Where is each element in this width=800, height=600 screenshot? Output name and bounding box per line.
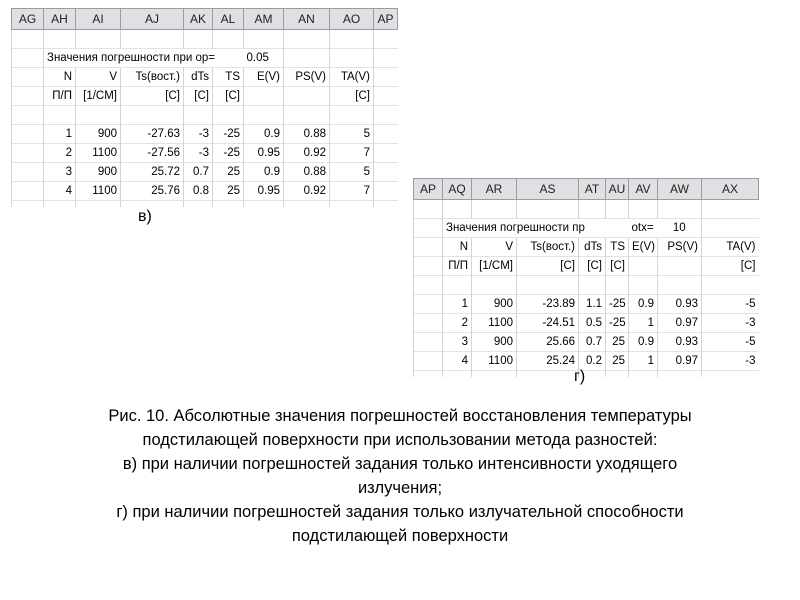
- cell[interactable]: 25: [606, 333, 629, 352]
- cell[interactable]: -27.56: [121, 144, 184, 163]
- column-header[interactable]: AS: [517, 179, 579, 200]
- cell[interactable]: 0.7: [579, 333, 606, 352]
- column-header[interactable]: AT: [579, 179, 606, 200]
- column-header[interactable]: AQ: [443, 179, 472, 200]
- cell[interactable]: 0.88: [284, 125, 330, 144]
- cell[interactable]: П/П: [44, 87, 76, 106]
- cell[interactable]: 900: [76, 163, 121, 182]
- cell[interactable]: 0.92: [284, 182, 330, 201]
- column-header[interactable]: AJ: [121, 9, 184, 30]
- cell[interactable]: 5: [330, 163, 374, 182]
- column-header[interactable]: AK: [184, 9, 213, 30]
- cell[interactable]: V: [472, 238, 517, 257]
- cell[interactable]: 3: [44, 163, 76, 182]
- cell[interactable]: [C]: [121, 87, 184, 106]
- cell[interactable]: 0.95: [244, 144, 284, 163]
- cell[interactable]: 0.9: [629, 333, 658, 352]
- table-row: [414, 219, 759, 238]
- table-row: [12, 30, 398, 49]
- table-row: [414, 295, 759, 314]
- table-row: [414, 276, 759, 295]
- cell[interactable]: -25: [213, 144, 244, 163]
- table-row: [12, 182, 398, 201]
- cell[interactable]: 25.76: [121, 182, 184, 201]
- column-header[interactable]: AO: [330, 9, 374, 30]
- column-header[interactable]: AR: [472, 179, 517, 200]
- cell[interactable]: N: [44, 68, 76, 87]
- column-header[interactable]: AP: [374, 9, 398, 30]
- cell[interactable]: -25: [606, 295, 629, 314]
- cell[interactable]: -25: [606, 314, 629, 333]
- cell[interactable]: 900: [472, 295, 517, 314]
- cell[interactable]: 900: [76, 125, 121, 144]
- caption-line: излучения;: [357, 479, 443, 497]
- cell[interactable]: 0.88: [284, 163, 330, 182]
- column-header[interactable]: AW: [658, 179, 702, 200]
- table-row: [12, 49, 398, 68]
- cell[interactable]: 0.93: [658, 295, 702, 314]
- cell[interactable]: [C]: [606, 257, 629, 276]
- column-header[interactable]: AH: [44, 9, 76, 30]
- table-row: [12, 106, 398, 125]
- cell[interactable]: [C]: [702, 257, 759, 276]
- cell[interactable]: 0.5: [579, 314, 606, 333]
- caption-line: подстилающей поверхности при использовании метода разностей:: [142, 431, 658, 449]
- cell[interactable]: -23.89: [517, 295, 579, 314]
- cell[interactable]: [C]: [330, 87, 374, 106]
- cell[interactable]: 25: [213, 182, 244, 201]
- table-row: [414, 333, 759, 352]
- cell[interactable]: 1100: [76, 144, 121, 163]
- cell[interactable]: PS(V): [284, 68, 330, 87]
- cell[interactable]: Ts(вост.): [517, 238, 579, 257]
- cell[interactable]: [1/CM]: [472, 257, 517, 276]
- table-row: [414, 352, 759, 371]
- cell[interactable]: 1100: [76, 182, 121, 201]
- cell[interactable]: 1100: [472, 352, 517, 371]
- param-label-cell[interactable]: otx=: [629, 219, 658, 238]
- column-header[interactable]: AM: [244, 9, 284, 30]
- table-row: [414, 257, 759, 276]
- column-header[interactable]: AV: [629, 179, 658, 200]
- caption-line: г) при наличии погрешностей задания только излучательной способности: [116, 503, 684, 521]
- cell[interactable]: 1.1: [579, 295, 606, 314]
- column-header[interactable]: AG: [12, 9, 44, 30]
- table-row: [12, 87, 398, 106]
- cell[interactable]: TA(V): [702, 238, 759, 257]
- cell[interactable]: 0.7: [184, 163, 213, 182]
- title-cell[interactable]: Значения погрешности при ор=: [44, 49, 244, 68]
- cell[interactable]: 4: [44, 182, 76, 201]
- cell[interactable]: [244, 87, 284, 106]
- cell[interactable]: 900: [472, 333, 517, 352]
- figure-caption: [20, 404, 780, 548]
- label-v: в): [138, 208, 152, 225]
- cell[interactable]: [658, 257, 702, 276]
- column-header[interactable]: AL: [213, 9, 244, 30]
- cell[interactable]: 2: [443, 314, 472, 333]
- table-row: [12, 68, 398, 87]
- cell[interactable]: 25.24: [517, 352, 579, 371]
- cell[interactable]: V: [76, 68, 121, 87]
- cell[interactable]: -24.51: [517, 314, 579, 333]
- cell[interactable]: 0.93: [658, 333, 702, 352]
- cell[interactable]: 0.92: [284, 144, 330, 163]
- column-header[interactable]: AP: [414, 179, 443, 200]
- param-value-cell[interactable]: 10: [658, 219, 702, 238]
- caption-line: Рис. 10. Абсолютные значения погрешностей восстановления температуры: [108, 407, 692, 425]
- table-row: [12, 144, 398, 163]
- cell[interactable]: 25.72: [121, 163, 184, 182]
- cell[interactable]: 1: [443, 295, 472, 314]
- cell[interactable]: PS(V): [658, 238, 702, 257]
- cell[interactable]: -5: [702, 295, 759, 314]
- spreadsheet-g: [413, 178, 759, 377]
- cell[interactable]: 1: [629, 352, 658, 371]
- label-g: г): [574, 368, 586, 385]
- column-header[interactable]: AX: [702, 179, 759, 200]
- column-header-row: [414, 179, 759, 200]
- param-value-cell[interactable]: 0.05: [244, 49, 284, 68]
- caption-line: подстилающей поверхности: [291, 527, 509, 545]
- cell[interactable]: -3: [702, 352, 759, 371]
- cell[interactable]: [C]: [184, 87, 213, 106]
- cell[interactable]: 0.97: [658, 352, 702, 371]
- cell[interactable]: 0.9: [629, 295, 658, 314]
- table-row: [414, 238, 759, 257]
- cell[interactable]: 0.9: [244, 125, 284, 144]
- table-row: [12, 125, 398, 144]
- cell[interactable]: [284, 87, 330, 106]
- cell[interactable]: [1/CM]: [76, 87, 121, 106]
- cell[interactable]: 0.95: [244, 182, 284, 201]
- cell[interactable]: [629, 257, 658, 276]
- cell[interactable]: TA(V): [330, 68, 374, 87]
- cell[interactable]: 7: [330, 144, 374, 163]
- cell[interactable]: 5: [330, 125, 374, 144]
- column-header[interactable]: AI: [76, 9, 121, 30]
- cell[interactable]: 1: [44, 125, 76, 144]
- cell[interactable]: -3: [702, 314, 759, 333]
- cell[interactable]: 3: [443, 333, 472, 352]
- cell[interactable]: 0.97: [658, 314, 702, 333]
- cell[interactable]: N: [443, 238, 472, 257]
- table-row: [12, 163, 398, 182]
- cell[interactable]: TS: [606, 238, 629, 257]
- cell[interactable]: 2: [44, 144, 76, 163]
- cell[interactable]: П/П: [443, 257, 472, 276]
- table-row: [414, 314, 759, 333]
- cell[interactable]: 25.66: [517, 333, 579, 352]
- cell[interactable]: 1100: [472, 314, 517, 333]
- cell[interactable]: 4: [443, 352, 472, 371]
- cell[interactable]: 0.2: [579, 352, 606, 371]
- cell[interactable]: Ts(вост.): [121, 68, 184, 87]
- cell[interactable]: TS: [213, 68, 244, 87]
- spreadsheet-v: [11, 8, 398, 207]
- cell[interactable]: -27.63: [121, 125, 184, 144]
- column-header[interactable]: AU: [606, 179, 629, 200]
- cell[interactable]: E(V): [629, 238, 658, 257]
- table-row: [414, 200, 759, 219]
- table-row: [12, 201, 398, 208]
- cell[interactable]: -5: [702, 333, 759, 352]
- cell[interactable]: 25: [213, 163, 244, 182]
- cell[interactable]: [C]: [517, 257, 579, 276]
- cell[interactable]: 0.8: [184, 182, 213, 201]
- cell[interactable]: [C]: [579, 257, 606, 276]
- caption-line: в) при наличии погрешностей задания только интенсивности уходящего: [122, 455, 678, 473]
- title-cell[interactable]: Значения погрешности пр: [443, 219, 629, 238]
- column-header[interactable]: AN: [284, 9, 330, 30]
- cell[interactable]: dTs: [184, 68, 213, 87]
- cell[interactable]: 25: [606, 352, 629, 371]
- cell[interactable]: 1: [629, 314, 658, 333]
- cell[interactable]: dTs: [579, 238, 606, 257]
- table-row: [414, 371, 759, 378]
- cell[interactable]: -25: [213, 125, 244, 144]
- column-header-row: [12, 9, 398, 30]
- cell[interactable]: [C]: [213, 87, 244, 106]
- cell[interactable]: 0.9: [244, 163, 284, 182]
- cell[interactable]: -3: [184, 125, 213, 144]
- cell[interactable]: E(V): [244, 68, 284, 87]
- cell[interactable]: -3: [184, 144, 213, 163]
- cell[interactable]: 7: [330, 182, 374, 201]
